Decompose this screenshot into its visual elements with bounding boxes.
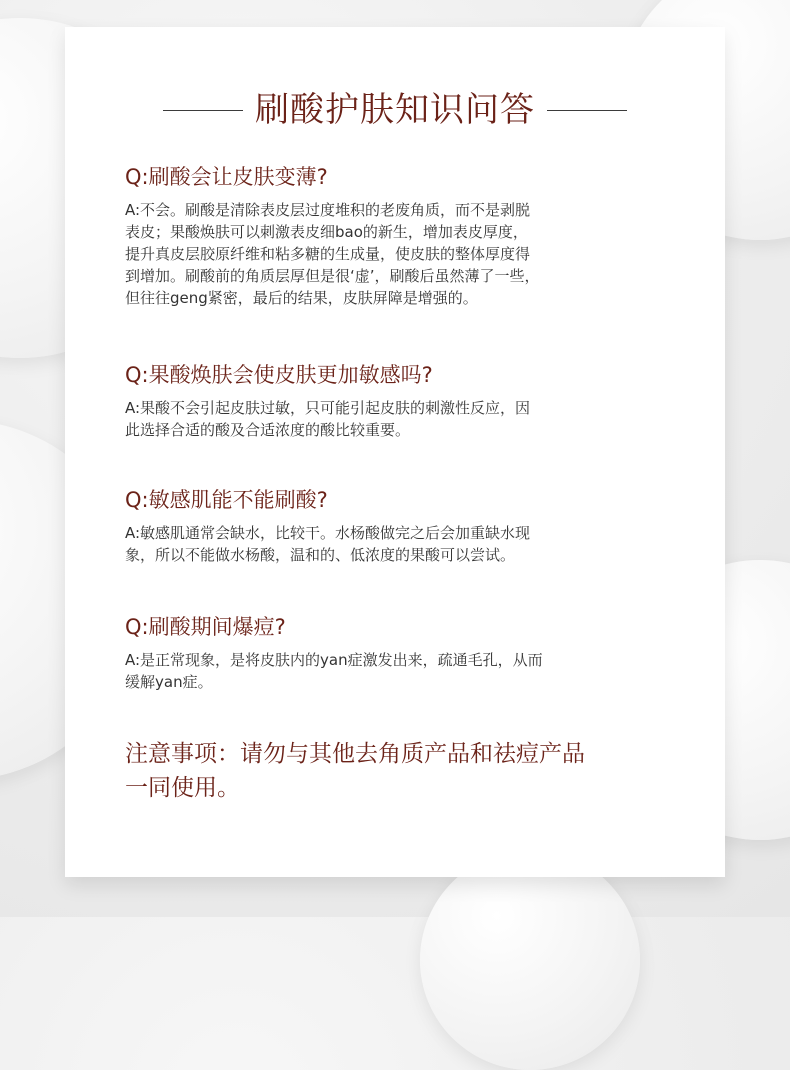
question-text: Q:刷酸会让皮肤变薄? — [125, 165, 328, 189]
page-title: 刷酸护肤知识问答 — [255, 90, 535, 130]
question-text: Q:果酸焕肤会使皮肤更加敏感吗? — [125, 363, 433, 387]
title-row — [65, 90, 725, 130]
qa-item — [125, 361, 685, 441]
qa-item — [125, 486, 685, 566]
background-disk — [420, 850, 640, 1070]
question-text: Q:敏感肌能不能刷酸? — [125, 488, 328, 512]
qa-item — [125, 163, 685, 309]
content-card — [65, 27, 725, 877]
answer-text: A:是正常现象，是将皮肤内的yan症激发出来，疏通毛孔，从而 缓解yan症。 — [125, 651, 543, 691]
answer-text: A:敏感肌通常会缺水，比较干。水杨酸做完之后会加重缺水现 象，所以不能做水杨酸，温和的、低浓度的果酸可以尝试。 — [125, 524, 531, 564]
answer-text: A:不会。刷酸是清除表皮层过度堆积的老废角质，而不是剥脱 表皮；果酸焕肤可以刺激表皮细bao的新生，增加表皮厚度， 提升真皮层胶原纤维和粘多糖的生成量，使皮肤的整体厚度得 到增加。刷酸前的角质层厚但是很‘虚’，刷酸后虽然薄了一些， 但往往geng紧密，最后的结果，皮肤屏障是增强的。 — [125, 201, 540, 307]
question-text: Q:刷酸期间爆痘? — [125, 615, 286, 639]
answer-text: A:果酸不会引起皮肤过敏，只可能引起皮肤的刺激性反应，因 此选择合适的酸及合适浓度的酸比较重要。 — [125, 399, 531, 439]
title-divider-right — [547, 110, 627, 111]
title-divider-left — [163, 110, 243, 111]
qa-item — [125, 613, 685, 693]
note-text: 注意事项：请勿与其他去角质产品和祛痘产品 一同使用。 — [125, 741, 585, 801]
